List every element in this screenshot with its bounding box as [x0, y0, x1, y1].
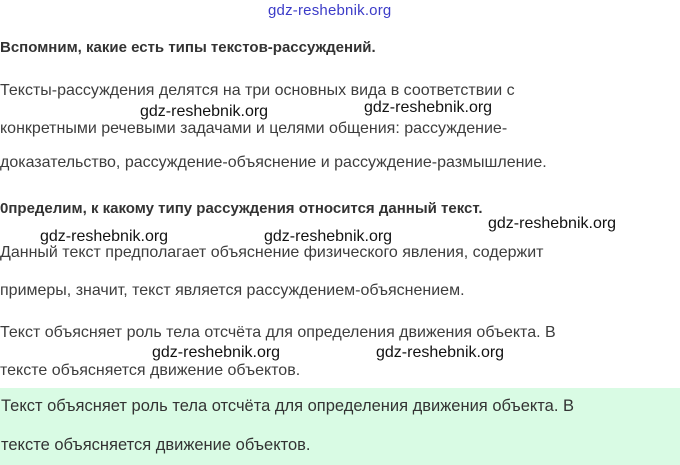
paragraph-line: Текст объясняет роль тела отсчёта для определения движения объекта. В: [0, 324, 556, 341]
watermark-top: gdz-reshebnik.org: [268, 2, 392, 19]
watermark: gdz-reshebnik.org: [364, 99, 493, 116]
paragraph-line: Данный текст предполагает объяснение физического явления, содержит: [0, 244, 544, 261]
watermark: gdz-reshebnik.org: [140, 103, 269, 120]
watermark: gdz-reshebnik.org: [152, 344, 281, 361]
paragraph-line: доказательство, рассуждение-объяснение и рассуждение-размышление.: [0, 154, 547, 171]
watermark: gdz-reshebnik.org: [376, 344, 505, 361]
answer-line: Текст объясняет роль тела отсчёта для определения движения объекта. В: [1, 397, 575, 415]
section-heading-determine: 0пределим, к какому типу рассуждения относится данный текст.: [0, 200, 483, 217]
watermark: gdz-reshebnik.org: [264, 228, 393, 245]
watermark: gdz-reshebnik.org: [488, 215, 617, 232]
paragraph-line: примеры, значит, текст является рассуждением-объяснением.: [0, 282, 465, 299]
answer-highlight-box: [0, 388, 680, 465]
answer-line: тексте объясняется движение объектов.: [1, 436, 311, 454]
paragraph-line: тексте объясняется движение объектов.: [0, 362, 301, 379]
watermark: gdz-reshebnik.org: [40, 228, 169, 245]
paragraph-line: конкретными речевыми задачами и целями общения: рассуждение-: [0, 120, 508, 137]
paragraph-line: Тексты-рассуждения делятся на три основных вида в соответствии с: [0, 82, 515, 99]
section-heading-types: Вспомним, какие есть типы текстов-рассуждений.: [0, 39, 376, 56]
